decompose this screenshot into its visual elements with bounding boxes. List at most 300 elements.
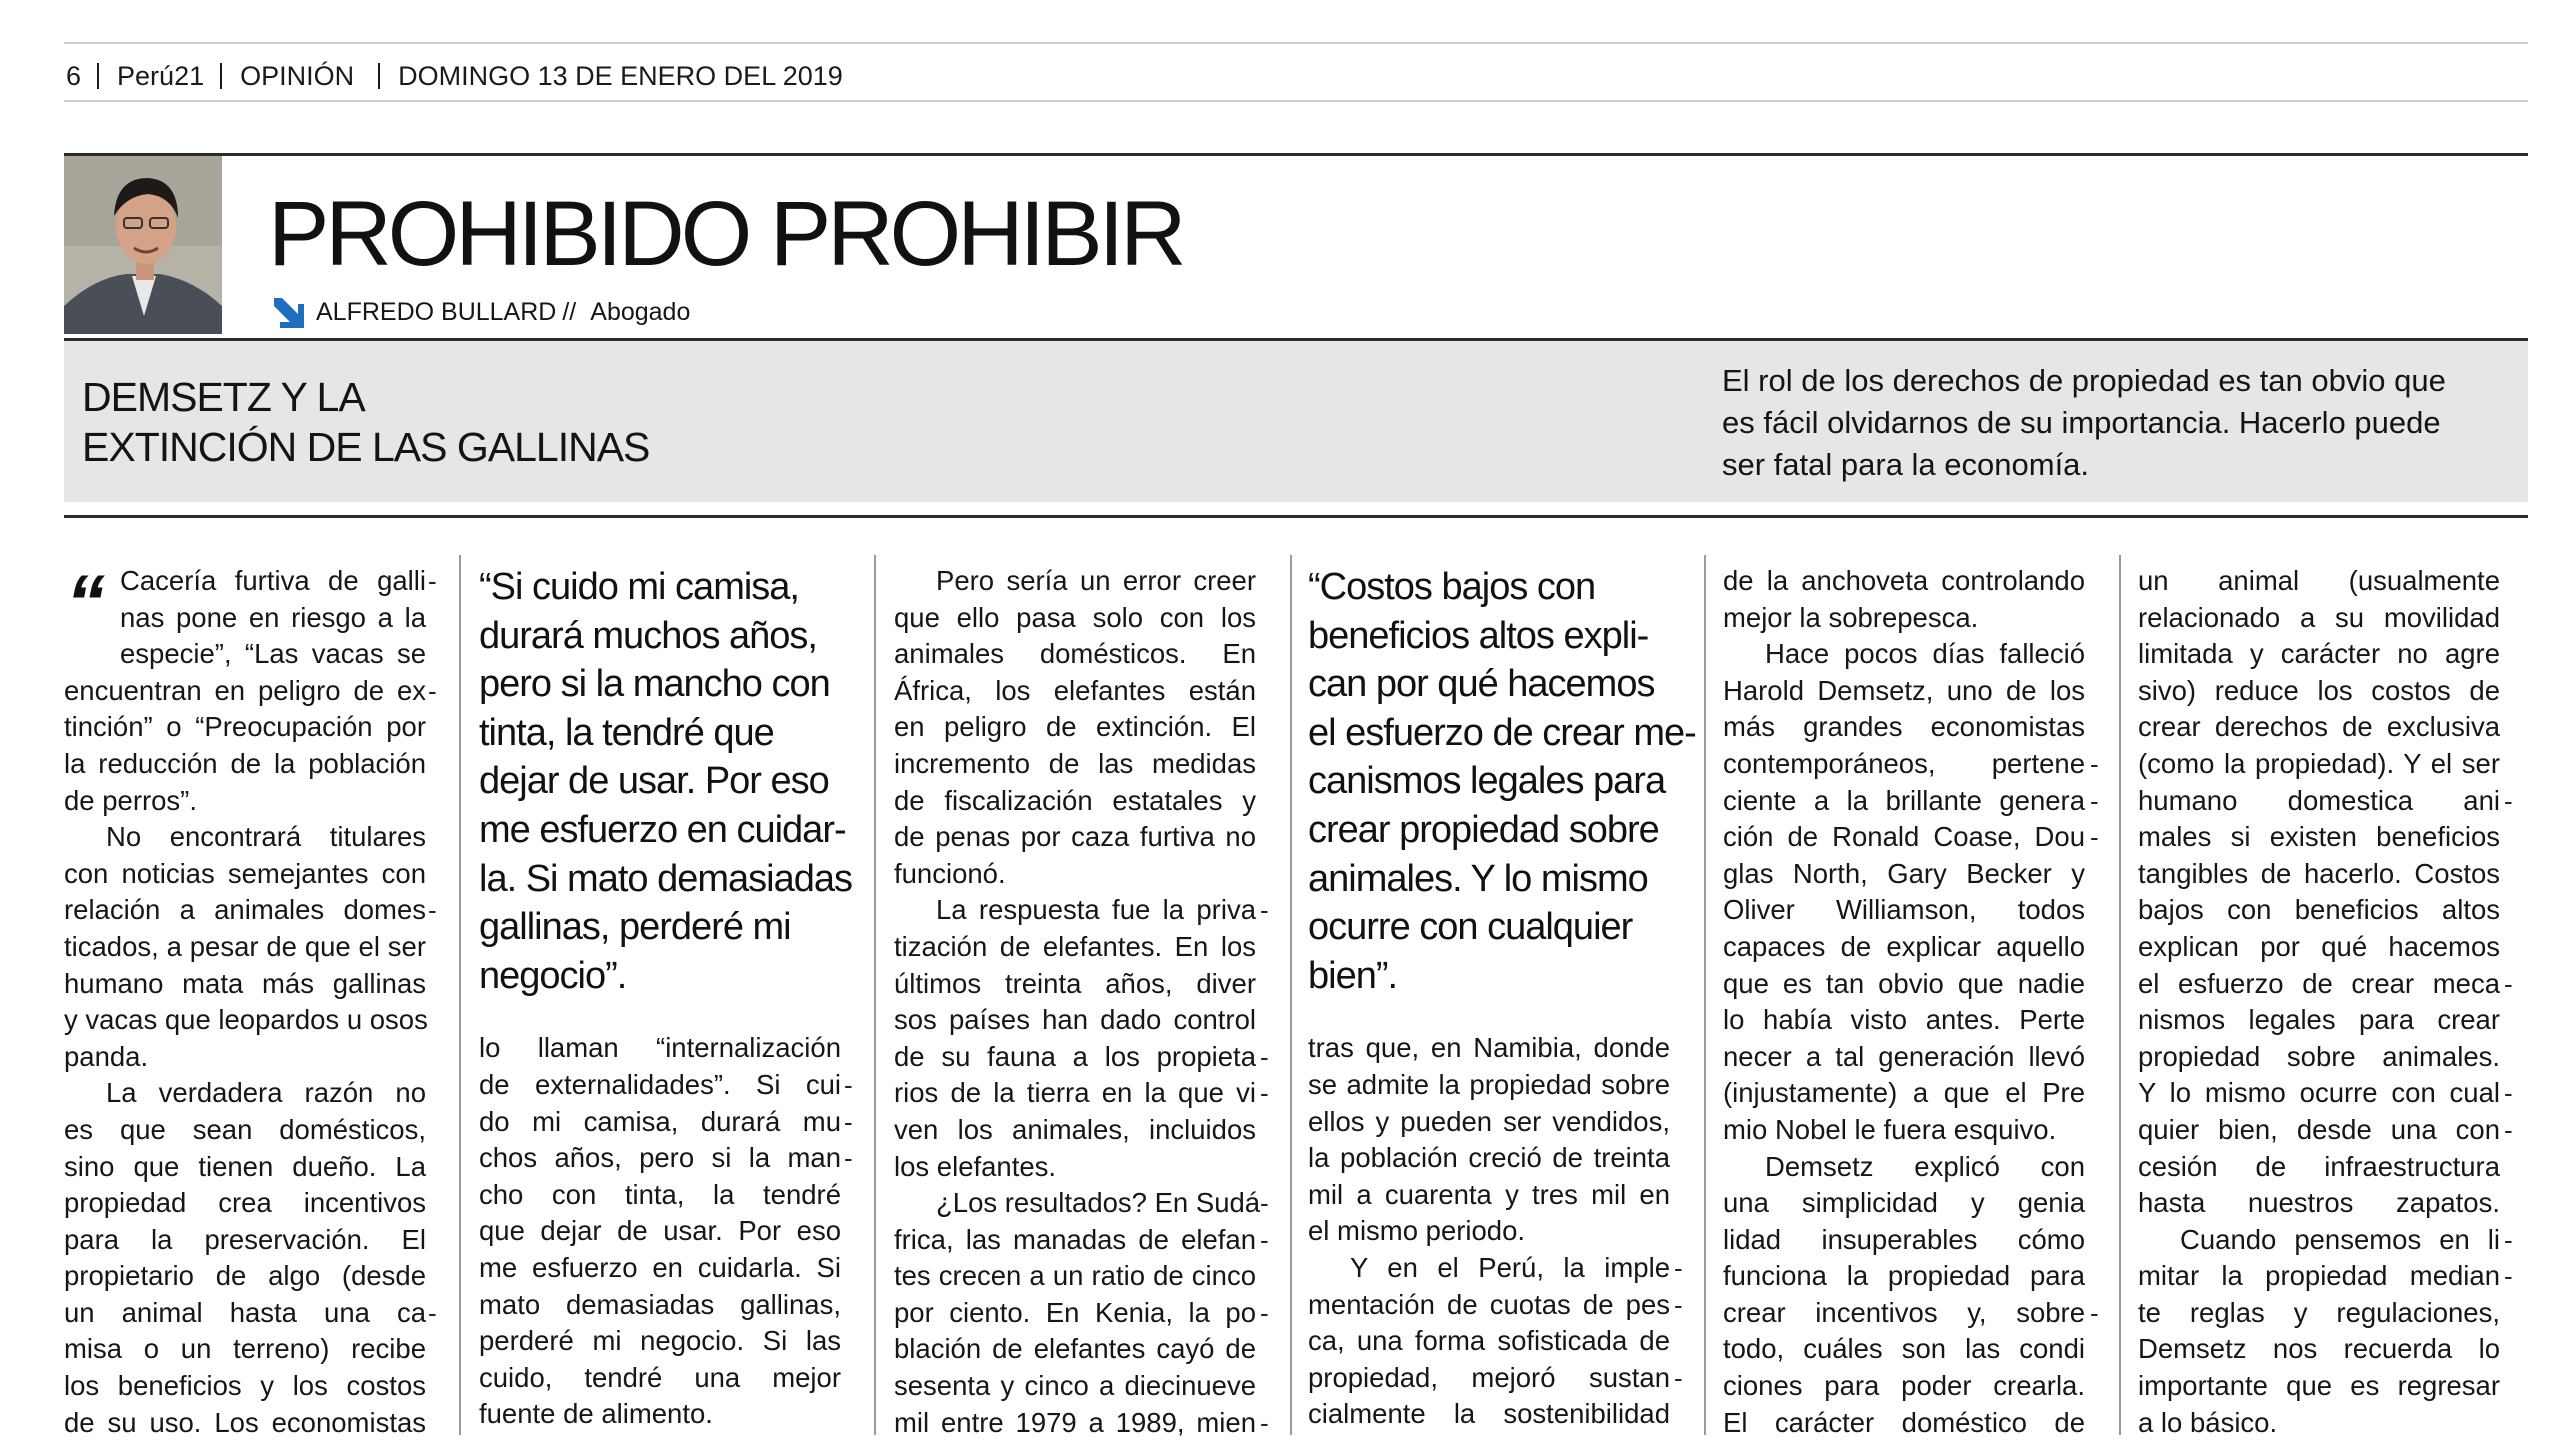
body-text-line: la población creció de treinta [1308, 1142, 1670, 1174]
hyphen-gutter [428, 563, 442, 1441]
hyphen-mark [428, 709, 442, 746]
hyphen-mark [2090, 673, 2104, 710]
hyphen-mark [1260, 1258, 1274, 1295]
body-text-line: No encontrará titulares [106, 821, 426, 853]
hyphen-mark [1260, 673, 1274, 710]
hyphen-mark [2090, 636, 2104, 673]
hyphen-mark: - [1674, 1289, 1683, 1320]
newspaper-name: Perú21 [117, 60, 205, 91]
hyphen-mark [2504, 819, 2518, 856]
body-text-line: relación a animales domes [64, 894, 426, 926]
hyphen-mark: - [844, 1069, 853, 1100]
hyphen-mark [2090, 1405, 2104, 1442]
body-text-line: Demsetz explicó con [1765, 1150, 2085, 1182]
body-text-line: La respuesta fue la priva [936, 894, 1256, 926]
hyphen-mark [1260, 709, 1274, 746]
hyphen-mark [2504, 1405, 2518, 1442]
body-text-line: perderé mi negocio. Si las [479, 1325, 841, 1357]
body-text-line: últimos treinta años, diver [894, 967, 1256, 999]
article-column-2 [479, 563, 852, 1433]
hyphen-mark [844, 1396, 858, 1433]
article-column-1 [64, 558, 428, 1441]
hyphen-mark [1260, 1112, 1274, 1149]
body-text-line: mentación de cuotas de pes [1308, 1288, 1670, 1320]
body-text-line: cho con tinta, la tendré [479, 1178, 841, 1210]
body-text-line: en peligro de extinción. El [894, 711, 1256, 743]
body-text-line: misa o un terreno) recibe [64, 1333, 426, 1365]
hyphen-mark: - [2504, 968, 2513, 999]
quote-mark-icon: “ [66, 558, 105, 646]
pull-quote-line: “Costos bajos con [1308, 566, 1596, 608]
pull-quote-line: negocio”. [479, 954, 627, 997]
body-text-line: animales domésticos. En [894, 638, 1256, 670]
body-text-line: blación de elefantes cayó de [894, 1333, 1256, 1365]
body-text-line: ciente a la brillante genera [1723, 784, 2085, 816]
body-text-line: relacionado a su movilidad [2138, 601, 2500, 633]
body-text-line: La verdadera razón no [106, 1077, 426, 1109]
article-column-5 [1723, 563, 2085, 1441]
hyphen-mark [1260, 856, 1274, 893]
deck-line: es fácil olvidarnos de su importancia. Hacerlo puede [1722, 405, 2441, 440]
body-text-line: la reducción de la población [64, 747, 426, 779]
body-text-line: un animal hasta una ca [64, 1296, 426, 1328]
article-deck [1722, 360, 2446, 486]
article-column-6 [2138, 563, 2500, 1441]
body-text-line: ticados, a pesar de que el ser [64, 930, 426, 962]
hyphen-mark [2504, 709, 2518, 746]
pull-quote-line: dejar de usar. Por eso [479, 760, 829, 803]
body-text-line: ciones para poder crearla. [1723, 1370, 2085, 1402]
hyphen-mark [2090, 1185, 2104, 1222]
author-photo [64, 156, 222, 334]
body-text-line: Y lo mismo ocurre con cual [2138, 1077, 2500, 1109]
body-text-line: que es tan obvio que nadie [1723, 967, 2085, 999]
body-text-line: humano domestica ani [2138, 784, 2500, 816]
body-text-line: sos países han dado control [894, 1004, 1256, 1036]
body-text-line: sesenta y cinco a diecinueve [894, 1370, 1256, 1402]
column-rule [1290, 555, 1292, 1435]
body-text-line: limitada y carácter no agre [2138, 638, 2500, 670]
body-text-line: Hace pocos días falleció [1765, 638, 2085, 670]
page-number: 6 [66, 60, 82, 91]
body-text-line: de externalidades”. Si cui [479, 1068, 841, 1100]
folio-separator [97, 63, 99, 89]
body-text-line: funciona la propiedad para [1723, 1260, 2085, 1292]
folio-separator [220, 63, 222, 89]
hyphen-mark: - [2090, 785, 2099, 816]
hyphen-mark [428, 1405, 442, 1442]
body-text-line: contemporáneos, pertene [1723, 747, 2085, 779]
hyphen-mark [1674, 1323, 1688, 1360]
body-text-line: lidad insuperables cómo [1723, 1223, 2085, 1255]
hyphen-mark [1260, 600, 1274, 637]
hyphen-mark [2090, 1258, 2104, 1295]
hyphen-mark [428, 856, 442, 893]
hyphen-mark: - [2504, 1078, 2513, 1109]
hyphen-mark [428, 1075, 442, 1112]
pull-quote-line: pero si la mancho con [479, 663, 830, 706]
body-text-line: un animal (usualmente [2138, 565, 2500, 596]
deck-line: El rol de los derechos de propiedad es tan obvio que [1722, 363, 2446, 398]
headline-line: EXTINCIÓN DE LAS GALLINAS [82, 424, 650, 470]
body-text-line: (injustamente) a que el Pre [1723, 1077, 2085, 1109]
pull-quote-line: durará muchos años, [479, 614, 817, 657]
hyphen-mark [428, 1039, 442, 1076]
column-rule [2119, 555, 2121, 1435]
hyphen-mark: - [844, 1143, 853, 1174]
body-text-line: de su uso. Los economistas [64, 1406, 426, 1438]
hyphen-mark [428, 1112, 442, 1149]
hyphen-mark [2504, 1368, 2518, 1405]
hyphen-mark: - [2090, 748, 2099, 779]
hyphen-mark: - [1260, 1297, 1269, 1328]
pull-quote-line: gallinas, perderé mi [479, 906, 791, 949]
hyphen-mark [2504, 636, 2518, 673]
body-text-line: funcionó. [894, 857, 1006, 889]
hyphen-mark: - [1674, 1362, 1683, 1393]
hyphen-mark: - [428, 675, 437, 706]
body-text-line: crear derechos de exclusiva [2138, 711, 2500, 743]
hyphen-mark [2504, 892, 2518, 929]
hyphen-mark [2090, 892, 2104, 929]
hyphen-mark [2090, 1075, 2104, 1112]
hyphen-mark [2090, 1222, 2104, 1259]
hyphen-mark [1260, 1331, 1274, 1368]
body-text-line: glas North, Gary Becker y [1723, 857, 2085, 889]
body-text-line: Cacería furtiva de galli [120, 565, 426, 596]
hyphen-mark: - [1260, 1224, 1269, 1255]
hyphen-gutter [1674, 1030, 1688, 1433]
folio-bar [66, 56, 843, 96]
body-text-line: más grandes economistas [1723, 711, 2085, 743]
body-text-line: el esfuerzo de crear meca [2138, 967, 2500, 999]
hyphen-mark [428, 636, 442, 673]
body-text-line: frica, las manadas de elefan [894, 1223, 1256, 1255]
hyphen-mark [2090, 600, 2104, 637]
hyphen-mark [428, 1331, 442, 1368]
hyphen-mark: - [2504, 1224, 2513, 1255]
body-text-line: que ello pasa solo con los [894, 601, 1256, 633]
hyphen-mark [2090, 709, 2104, 746]
body-top-rule [64, 515, 2528, 518]
body-text-line: ven los animales, incluidos [894, 1113, 1256, 1145]
body-text-line: Pero sería un error creer [936, 565, 1256, 596]
body-text-line: rios de la tierra en la que vi [894, 1077, 1256, 1109]
hyphen-mark [2504, 1002, 2518, 1039]
body-text-line: quier bien, desde una con [2138, 1113, 2500, 1145]
body-text-line: capaces de explicar aquello [1723, 930, 2085, 962]
headline-line: DEMSETZ Y LA [82, 374, 365, 420]
body-text-line: panda. [64, 1040, 149, 1072]
body-text-line: de penas por caza furtiva no [894, 821, 1256, 853]
body-text-line: nismos legales para crear [2138, 1004, 2500, 1036]
body-text-line: me esfuerzo en cuidarla. Si [479, 1251, 841, 1283]
body-text-line: especie”, “Las vacas se [120, 638, 426, 670]
body-text-line: mio Nobel le fuera esquivo. [1723, 1113, 2057, 1145]
body-text-line: por ciento. En Kenia, la po [894, 1296, 1256, 1328]
hyphen-mark [844, 1030, 858, 1067]
body-text-line: los elefantes. [894, 1150, 1057, 1182]
hyphen-mark [1260, 746, 1274, 783]
hyphen-mark [2504, 746, 2518, 783]
author-role: Abogado [590, 297, 691, 326]
hyphen-mark: - [428, 895, 437, 926]
body-text-line: cialmente la sostenibilidad [1308, 1398, 1670, 1430]
pull-quote-line: beneficios altos expli- [1308, 614, 1649, 657]
hyphen-mark [1260, 966, 1274, 1003]
hyphen-mark: - [428, 566, 437, 596]
section-name: OPINIÓN [240, 60, 355, 91]
hyphen-mark: - [2504, 785, 2513, 816]
body-text-line: tes crecen a un ratio de cinco [894, 1260, 1256, 1292]
hyphen-mark: - [2504, 1261, 2513, 1292]
body-text-line: ¿Los resultados? En Sudá [936, 1187, 1261, 1219]
body-text-line: sino que tienen dueño. La [64, 1150, 426, 1182]
body-text-line: Harold Demsetz, uno de los [1723, 674, 2085, 706]
hyphen-mark [2090, 966, 2104, 1003]
hyphen-mark: - [1260, 1188, 1269, 1219]
byline [268, 290, 690, 334]
body-text-line: de perros”. [64, 784, 197, 816]
hyphen-mark [1674, 1104, 1688, 1141]
body-text-line: te reglas y regulaciones, [2138, 1296, 2500, 1328]
hyphen-mark [1260, 929, 1274, 966]
article-headline [82, 372, 782, 472]
body-text-line: do mi camisa, durará mu [479, 1105, 841, 1137]
body-text-line: hasta nuestros zapatos. [2138, 1187, 2500, 1219]
body-text-line: incremento de las medidas [894, 747, 1256, 779]
hyphen-mark [2504, 600, 2518, 637]
hyphen-mark [2504, 563, 2518, 600]
hyphen-mark [1260, 1368, 1274, 1405]
hyphen-mark [1674, 1177, 1688, 1214]
body-text-line: de la anchoveta controlando [1723, 565, 2085, 596]
body-text-line: tangibles de hacerlo. Costos [2138, 857, 2500, 889]
top-hairline [64, 42, 2528, 44]
hyphen-mark: - [1260, 1041, 1269, 1072]
hyphen-mark [2504, 1185, 2518, 1222]
body-text-line: mil entre 1979 a 1989, mien [894, 1406, 1256, 1438]
issue-date: DOMINGO 13 DE ENERO DEL 2019 [398, 60, 843, 91]
body-text-line: una simplicidad y genia [1723, 1187, 2085, 1219]
hyphen-mark [2504, 929, 2518, 966]
body-text-line: lo llaman “internalización [479, 1032, 841, 1064]
hyphen-mark [2504, 856, 2518, 893]
body-text-line: es que sean domésticos, [64, 1113, 426, 1145]
body-text-line: fuente de alimento. [479, 1398, 713, 1430]
hyphen-mark [1674, 1030, 1688, 1067]
hyphen-mark [428, 1258, 442, 1295]
body-text-line: propiedad crea incentivos [64, 1187, 426, 1219]
body-text-line: ellos y pueden ser vendidos, [1308, 1105, 1670, 1137]
hyphen-mark [2090, 1149, 2104, 1186]
hyphen-mark [1260, 563, 1274, 600]
author-name: ALFREDO BULLARD [316, 297, 557, 326]
body-text-line: con noticias semejantes con [64, 857, 426, 889]
hyphen-mark [2504, 673, 2518, 710]
body-text-line: mil a cuarenta y tres mil en [1308, 1178, 1670, 1210]
body-text-line: propiedad sobre animales. [2138, 1040, 2500, 1072]
pull-quote [479, 563, 852, 1000]
hyphen-mark [2090, 1039, 2104, 1076]
hyphen-mark: - [844, 1106, 853, 1137]
body-text-line: ca, una forma sofisticada de [1308, 1325, 1670, 1357]
hyphen-mark [844, 1250, 858, 1287]
hyphen-mark [428, 819, 442, 856]
hyphen-mark [2090, 856, 2104, 893]
hyphen-mark [1674, 1213, 1688, 1250]
body-text-line: propiedad, mejoró sustan [1308, 1361, 1670, 1393]
body-text-line: nas pone en riesgo a la [120, 601, 426, 633]
pull-quote-line: la. Si mato demasiadas [479, 857, 852, 900]
body-text-line: Cuando pensemos en li [2180, 1223, 2500, 1255]
body-text-line: males si existen beneficios [2138, 821, 2500, 853]
hyphen-mark [2090, 1331, 2104, 1368]
column-rule [1704, 555, 1706, 1435]
body-text-line: importante que es regresar [2138, 1370, 2500, 1402]
hyphen-mark: - [1260, 895, 1269, 926]
body-text-line: mejor la sobrepesca. [1723, 601, 1979, 633]
hyphen-mark [1674, 1067, 1688, 1104]
hyphen-mark [2090, 1002, 2104, 1039]
body-text-line: explican por qué hacemos [2138, 930, 2500, 962]
hyphen-mark [428, 1185, 442, 1222]
header-rule [64, 153, 2528, 156]
hyphen-mark [2504, 1295, 2518, 1332]
pull-quote-line: tinta, la tendré que [479, 711, 774, 754]
hyphen-mark [1674, 1396, 1688, 1433]
hyphen-mark [428, 746, 442, 783]
body-text-line: bajos con beneficios altos [2138, 894, 2500, 926]
hyphen-mark [844, 1323, 858, 1360]
hyphen-mark [428, 1002, 442, 1039]
body-text-line: de su fauna a los propieta [894, 1040, 1256, 1072]
body-text-line: para la preservación. El [64, 1223, 426, 1255]
body-text-line: de fiscalización estatales y [894, 784, 1256, 816]
body-text-line: ción de Ronald Coase, Dou [1723, 821, 2085, 853]
column-title: PROHIBIDO PROHIBIR [268, 183, 1183, 285]
body-text-line: África, los elefantes están [894, 674, 1256, 706]
body-text-line: todo, cuáles son las condi [1723, 1333, 2085, 1365]
body-text-line: que dejar de usar. Por eso [479, 1215, 841, 1247]
body-text-line: humano mata más gallinas [64, 967, 426, 999]
hyphen-mark [2090, 563, 2104, 600]
body-text-line: mato demasiadas gallinas, [479, 1288, 841, 1320]
pull-quote [1308, 563, 1696, 1000]
body-text-line: propietario de algo (desde [64, 1260, 426, 1292]
body-text-line: tras que, en Namibia, donde [1308, 1032, 1670, 1064]
hyphen-mark [844, 1177, 858, 1214]
hyphen-mark [1260, 1002, 1274, 1039]
hyphen-mark: - [2090, 822, 2099, 853]
hyphen-mark [2504, 1149, 2518, 1186]
body-text-line: a lo básico. [2138, 1406, 2278, 1438]
body-text-line: cuido, tendré una mejor [479, 1361, 841, 1393]
body-text-line: chos años, pero si la man [479, 1142, 841, 1174]
column-rule [459, 555, 461, 1435]
hyphen-mark: - [428, 1297, 437, 1328]
pull-quote-line: ocurre con cualquier [1308, 906, 1633, 949]
body-text-line: mitar la propiedad median [2138, 1260, 2500, 1292]
hyphen-mark: - [1260, 1407, 1269, 1438]
hyphen-gutter [844, 1030, 858, 1433]
hyphen-mark [1260, 783, 1274, 820]
hyphen-mark [2504, 1039, 2518, 1076]
hyphen-mark: - [1674, 1252, 1683, 1283]
pull-quote-line: “Si cuido mi camisa, [479, 566, 799, 608]
body-text-line: los beneficios y los costos [64, 1370, 426, 1402]
hyphen-mark [428, 783, 442, 820]
hyphen-mark [1260, 819, 1274, 856]
body-text-line: El carácter doméstico de [1723, 1406, 2085, 1438]
hyphen-mark [844, 1213, 858, 1250]
hyphen-mark [2090, 1368, 2104, 1405]
hyphen-mark [428, 966, 442, 1003]
body-text-line: tización de elefantes. En los [894, 930, 1256, 962]
pull-quote-line: can por qué hacemos [1308, 663, 1655, 706]
hyphen-mark [428, 1368, 442, 1405]
body-text-line: y vacas que leopardos u osos [64, 1004, 428, 1036]
body-text-line: necer a tal generación llevó [1723, 1040, 2085, 1072]
hyphen-mark: - [1260, 1078, 1269, 1109]
hyphen-mark [844, 1360, 858, 1397]
hyphen-mark [2090, 1112, 2104, 1149]
hyphen-mark: - [2504, 1114, 2513, 1145]
hyphen-mark [844, 1287, 858, 1324]
pull-quote-line: bien”. [1308, 954, 1398, 997]
hyphen-mark [428, 1149, 442, 1186]
body-text-line: cesión de infraestructura [2138, 1150, 2500, 1182]
pull-quote-line: el esfuerzo de crear me- [1308, 711, 1696, 754]
hyphen-mark [428, 929, 442, 966]
body-text-line: lo había visto antes. Perte [1723, 1004, 2085, 1036]
body-text-line: se admite la propiedad sobre [1308, 1068, 1670, 1100]
article-column-3 [894, 563, 1261, 1441]
pull-quote-line: canismos legales para [1308, 760, 1666, 803]
arrow-down-right-icon [268, 292, 308, 332]
body-text-line: el mismo periodo. [1308, 1215, 1526, 1247]
folio-hairline [64, 100, 2528, 102]
hyphen-mark [1260, 636, 1274, 673]
hyphen-gutter [2504, 563, 2518, 1441]
hyphen-mark [428, 1222, 442, 1259]
deck-line: ser fatal para la economía. [1722, 447, 2090, 482]
body-text-line: Oliver Williamson, todos [1723, 894, 2085, 926]
hyphen-gutter [2090, 563, 2104, 1441]
body-text-line: (como la propiedad). Y el ser [2138, 747, 2500, 779]
body-text-line: crear incentivos y, sobre [1723, 1296, 2085, 1328]
hyphen-mark [428, 600, 442, 637]
article-column-4 [1308, 563, 1696, 1433]
hyphen-mark [2504, 1331, 2518, 1368]
body-text-line: Demsetz nos recuerda lo [2138, 1333, 2500, 1365]
body-text-line: sivo) reduce los costos de [2138, 674, 2500, 706]
hyphen-mark [1260, 1149, 1274, 1186]
body-text-line: encuentran en peligro de ex [64, 674, 426, 706]
body-text-line: Y en el Perú, la imple [1350, 1251, 1670, 1283]
byline-separator: // [562, 297, 577, 326]
folio-separator [378, 63, 380, 89]
hyphen-mark: - [2090, 1297, 2099, 1328]
hyphen-mark [1674, 1140, 1688, 1177]
hyphen-gutter [1260, 563, 1274, 1441]
pull-quote-line: crear propiedad sobre [1308, 808, 1659, 851]
pull-quote-line: animales. Y lo mismo [1308, 857, 1648, 900]
body-text-line: tinción” o “Preocupación por [64, 711, 426, 743]
column-rule [874, 555, 876, 1435]
pull-quote-line: me esfuerzo en cuidar- [479, 808, 846, 851]
hyphen-mark [2090, 929, 2104, 966]
